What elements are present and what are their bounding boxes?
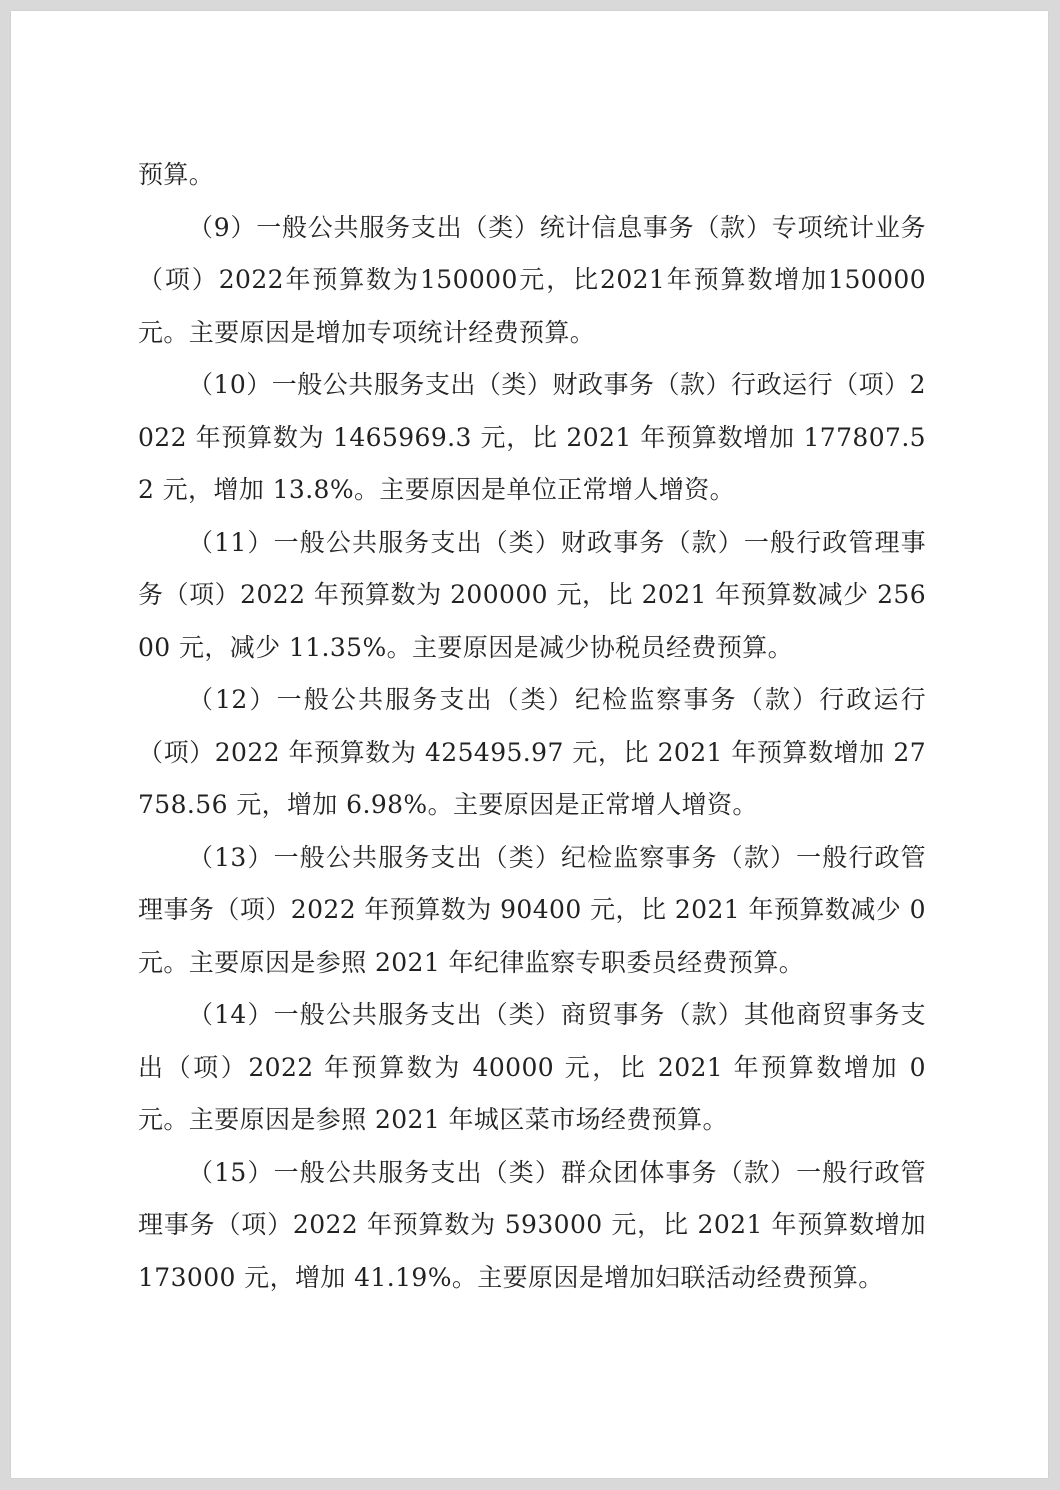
paragraph-item-14: （14）一般公共服务支出（类）商贸事务（款）其他商贸事务支出（项）2022 年预算数为 40000 元，比 2021 年预算数增加 0 元。主要原因是参照 2021 年城区菜市场经费预算。 [138, 1000, 926, 1134]
paragraph-item-13: （13）一般公共服务支出（类）纪检监察事务（款）一般行政管理事务（项）2022 年预算数为 90400 元，比 2021 年预算数减少 0 元。主要原因是参照 2021 年纪律监察专职委员经费预算。 [138, 842, 926, 977]
paragraph-continuation: 预算。 [138, 160, 215, 189]
document-page [11, 11, 1048, 1478]
paragraph-item-11: （11）一般公共服务支出（类）财政事务（款）一般行政管理事务（项）2022 年预算数为 200000 元，比 2021 年预算数减少 25600 元，减少 11.35%。主要原因是减少协税员经费预算。 [138, 527, 926, 662]
paragraph-item-15: （15）一般公共服务支出（类）群众团体事务（款）一般行政管理事务（项）2022 年预算数为 593000 元，比 2021 年预算数增加 173000 元，增加 41.19%。主要原因是增加妇联活动经费预算。 [138, 1157, 926, 1292]
paragraph-item-9: （9）一般公共服务支出（类）统计信息事务（款）专项统计业务（项）2022年预算数为150000元，比2021年预算数增加150000元。主要原因是增加专项统计经费预算。 [138, 212, 926, 347]
paragraph-item-12: （12）一般公共服务支出（类）纪检监察事务（款）行政运行（项）2022 年预算数为 425495.97 元，比 2021 年预算数增加 27758.56 元，增加 6.98%。主要原因是正常增人增资。 [138, 685, 926, 819]
paragraph-item-10: （10）一般公共服务支出（类）财政事务（款）行政运行（项）2022 年预算数为 1465969.3 元，比 2021 年预算数增加 177807.52 元，增加 13.8%。主要原因是单位正常增人增资。 [138, 370, 926, 504]
document-body [138, 149, 926, 1304]
